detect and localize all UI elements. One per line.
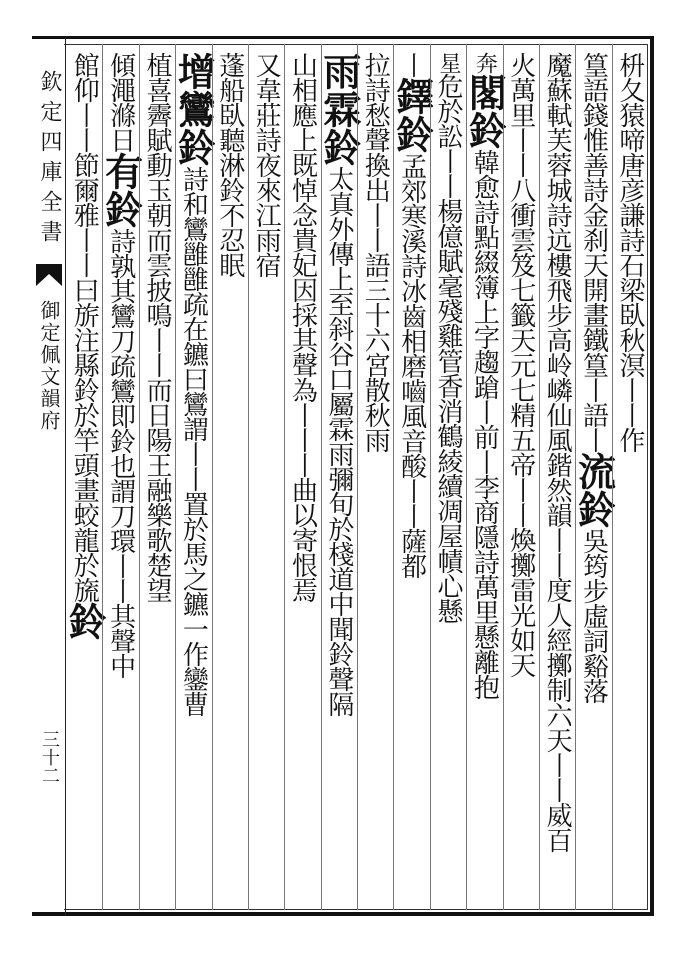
column-text: 危於訟丨丨楊億賦毫殘雞管香消鶴綾續凋屋幘心懸 (432, 73, 463, 623)
text-column (249, 52, 283, 902)
column-rule (393, 44, 394, 910)
text-column (171, 52, 217, 902)
column-rule (503, 44, 504, 910)
column-rule (612, 44, 613, 910)
text-column (571, 52, 617, 902)
text-column (285, 52, 319, 902)
column-text: 拉詩愁聲換出丨丨語三十六宮散秋雨 (360, 52, 391, 452)
column-rule (212, 44, 213, 910)
headword: 有鈴 (98, 152, 144, 228)
column-rule (539, 44, 540, 910)
column-text: 詩孰其鸞刀疏鸞即鈴也謂刀環丨丨其聲中 (105, 228, 136, 678)
column-text: 山相應上既悼念貴妃因採其聲為丨丨丨曲以寄恨焉 (287, 52, 318, 602)
headword: 鸞鈴 (171, 90, 217, 166)
text-column (504, 52, 538, 902)
text-column (62, 52, 108, 902)
headword: 流鈴 (571, 452, 617, 528)
column-text: 詩和鸞雝雝疏在鑣曰鸞謂丨丨置於馬之鑣一作鑾曹 (178, 166, 209, 716)
column-rule (139, 44, 140, 910)
column-text: 丨 (396, 52, 427, 77)
text-column (316, 52, 362, 902)
column-text: 傾澠滌日 (105, 52, 136, 152)
headword: 閣鈴 (462, 73, 508, 149)
column-rule (466, 44, 467, 910)
column-text: 吳筠步虛詞谿落 (578, 528, 609, 703)
headword: 鐸鈴 (389, 77, 435, 153)
text-column (613, 52, 647, 902)
column-text: 奔 (472, 52, 498, 73)
text-column (140, 52, 174, 902)
column-text: 枡夂猿啼唐彦謙詩石梁臥秋溟丨丨作 (614, 52, 645, 452)
column-text: 節爾雅丨丨曰旂注縣鈴於竿頭畫蛟龍於旒 (69, 152, 100, 602)
fishtail-mark-icon (34, 262, 64, 288)
text-column (98, 52, 144, 902)
headword: 鈴 (62, 602, 108, 640)
column-text: 篁語錢惟善詩金刹天開畫鐵篁丨語丨 (578, 52, 609, 452)
text-column (540, 52, 574, 902)
text-column (389, 52, 435, 902)
column-text: 太真外傳上至斜谷口屬霖雨彌旬於棧道中聞鈴聲隔 (323, 166, 354, 716)
margin-book-title: 御定佩文韻府 (37, 300, 61, 432)
column-text: 蓬船臥聽淋鈴不忍眠 (214, 52, 245, 277)
column-text: 制六天丨丨威百 (542, 677, 573, 852)
text-column (213, 52, 247, 902)
column-rule (430, 44, 431, 910)
headword: 雨霖鈴 (316, 52, 362, 166)
column-rule (575, 44, 576, 910)
column-text: 星 (435, 52, 461, 73)
margin-title: 欽定四庫全書 (37, 70, 62, 250)
column-text: 又韋莊詩夜來江雨宿 (251, 52, 282, 277)
column-rule (357, 44, 358, 910)
text-column (431, 52, 465, 902)
column-rule (321, 44, 322, 910)
column-rule (284, 44, 285, 910)
text-column (462, 52, 508, 902)
column-text: 魔蘇軾芙蓉城詩迒樓飛步高岭嶙仙風鍇然韻丨丨度人經擲 (542, 52, 573, 677)
column-rule (175, 44, 176, 910)
column-text: 孟郊寒溪詩冰齒相磨嚙風音酸丨丨薩都 (396, 153, 427, 578)
column-text: 植喜霽賦動玉朝而雲披鳴丨丨而日陽王融樂歌楚望 (141, 52, 172, 602)
text-column (358, 52, 392, 902)
column-text: 館仰丨丨 (69, 52, 100, 152)
column-rule (248, 44, 249, 910)
page-number: 三十二 (39, 730, 60, 784)
headword: 增 (171, 52, 217, 90)
column-text: 韓愈詩點綴簿上字趨蹌丨前丨李商隱詩萬里懸離抱 (469, 149, 500, 699)
column-rule (102, 44, 103, 910)
column-text: 火萬里丨丨八衝雲笈七籤天元七精五帝丨丨煥擲雷光如天 (505, 52, 536, 677)
